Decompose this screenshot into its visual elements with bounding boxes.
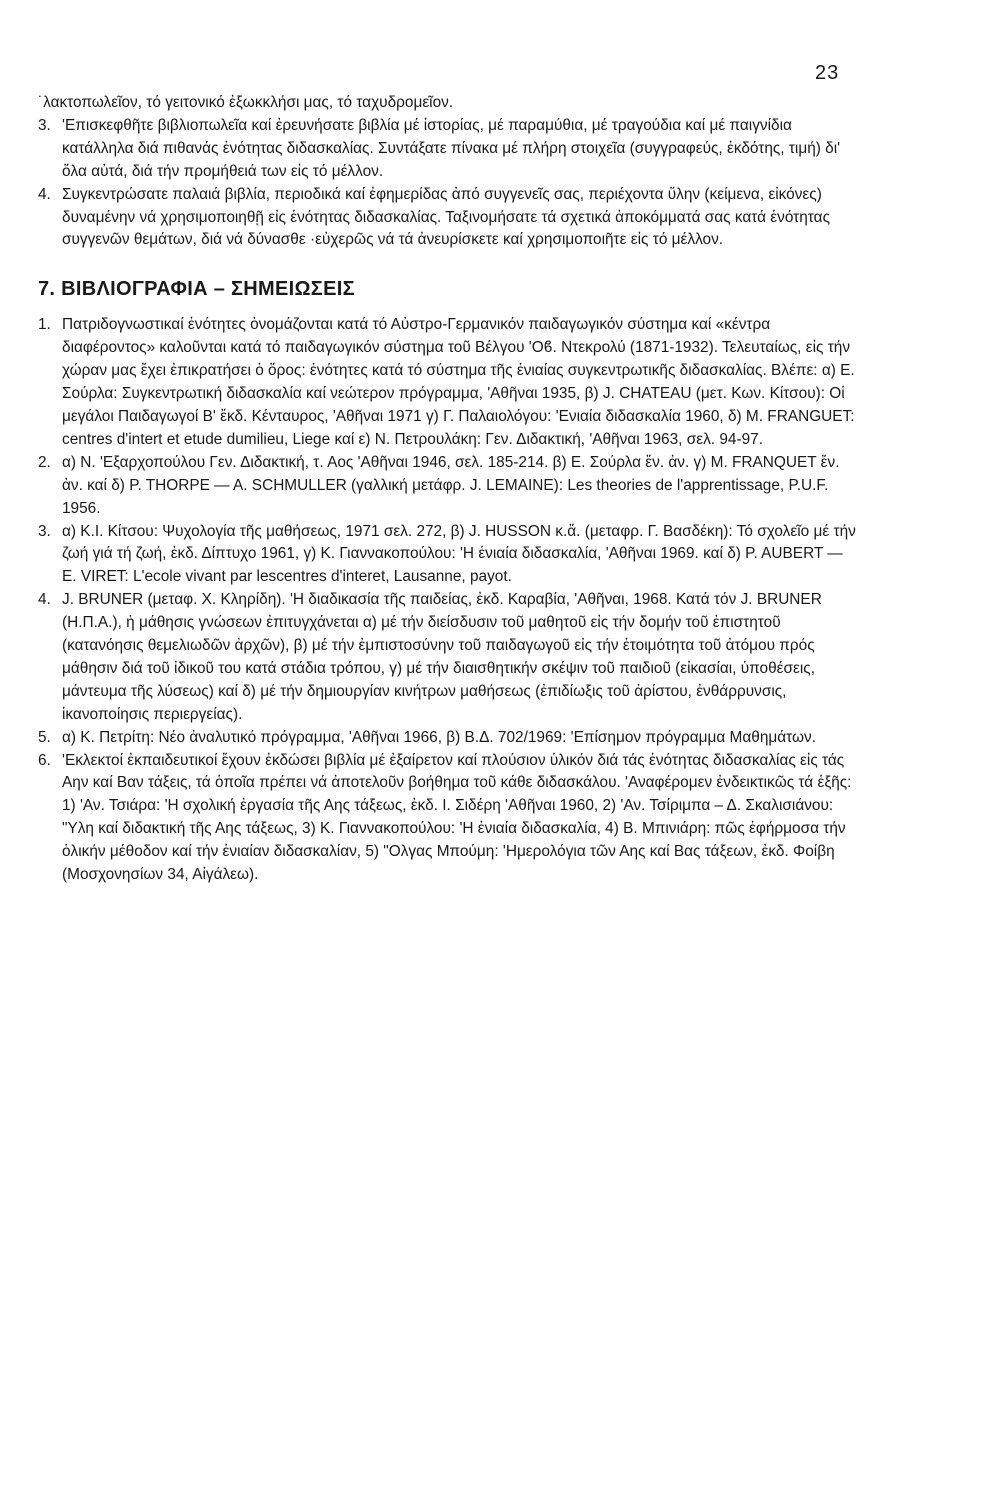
note-text: α) Κ.Ι. Κίτσου: Ψυχολογία τῆς μαθήσεως, 1971 σελ. 272, β) J. HUSSON κ.ἄ. (μεταφρ. Γ. Βασδέκη): Τό σχολεῖο μέ τήν ζωή γιά τή ζωή, ἐκδ. Δίπτυχο 1961, γ) Κ. Γιαννακοπούλου: 'Η ἑνιαία διδασκαλία, 'Αθῆναι 1969. καί δ) P. AUBERT — E. VIRET: L'ecole vivant par lescentres d'interet, Lausanne, payot.	[62, 522, 856, 586]
exercise-text: 'Επισκεφθῆτε βιβλιοπωλεῖα καί ἐρευνήσατε βιβλία μέ ἱστορίας, μέ παραμύθια, μέ τραγούδια καί μέ παιγνίδια κατάλληλα διά πιθανάς ἑνότητας διδασκαλίας. Συντάξατε πίνακα μέ πλήρη στοιχεῖα (συγγραφεύς, ἐκδότης, τιμή) δι' ὅλα αὐτά, διά τήν προμήθειά των εἰς τό μέλλον.	[62, 116, 841, 180]
note-text: Πατριδογνωστικαί ἑνότητες ὀνομάζονται κατά τό Αὐστρο-Γερμανικόν παιδαγωγικόν σύστημα καί «κέντρα διαφέροντος» καλοῦνται κατά τό παιδαγωγικόν σύστημα τοῦ Βέλγου 'Οϐ. Ντεκρολύ (1871-1932). Τελευταίως, εἰς τήν χώραν μας ἔχει ἐπικρατήσει ὁ ὅρος: ἑνότητες κατά τό σύστημα τῆς ἑνιαίας συγκεντρωτικῆς διδασκαλίας. Βλέπε: α) Ε. Σούρλα: Συγκεντρωτική διδασκαλία καί νεώτερον πρόγραμμα, 'Αθῆναι 1935, β) J. CHATEAU (μετ. Κων. Κίτσου): Οἱ μεγάλοι Παιδαγωγοί Β' ἔκδ. Κένταυρος, 'Αθῆναι 1971 γ) Γ. Παλαιολόγου: 'Ενιαία διδασκαλία 1960, δ) M. FRANGUET: centres d'intert et etude dumilieu, Liege καί ε) Ν. Πετρουλάκη: Γεν. Διδακτική, 'Αθῆναι 1963, σελ. 94-97.	[62, 316, 855, 448]
page-number: 23	[815, 62, 840, 84]
note-text: J. BRUNER (μεταφ. Χ. Κληρίδη). 'Η διαδικασία τῆς παιδείας, ἐκδ. Καραβία, 'Αθῆναι, 1968. Κατά τόν J. BRUNER (Η.Π.Α.), ἡ μάθησις γνώσεων ἐπιτυγχάνεται α) μέ τήν διείσδυσιν τοῦ μαθητοῦ εἰς τήν δομήν τοῦ ἐπιστητοῦ (κατανόησις θεμελιωδῶν ἀρχῶν), β) μέ τήν ἐμπιστοσύνην τοῦ παιδαγωγοῦ εἰς τήν ἑτοιμότητα τοῦ ἀτόμου πρός μάθησιν διά τοῦ ἰδικοῦ του κατά στάδια τρόπου, γ) μέ τήν διαισθητικήν σκέψιν τοῦ παιδιοῦ (εἰκασίαι, ὑποθέσεις, μάντευμα τῆς λύσεως) καί δ) μέ τήν δημιουργίαν κινήτρων μαθήσεως (ἐπιδίωξις τοῦ ἀρίστου, ἐνθάρρυνσις, ἱκανοποίησις περιεργείας).	[62, 591, 822, 723]
exercise-item-3	[38, 115, 858, 184]
note-item-3	[38, 521, 858, 590]
note-number: 5.	[38, 728, 51, 746]
note-item-1	[38, 314, 858, 451]
note-text: 'Εκλεκτοί ἐκπαιδευτικοί ἔχουν ἐκδώσει βιβλία μέ ἐξαίρετον καί πλούσιον ὑλικόν διά τάς ἑνότητας διδασκαλίας εἰς τάς Αην καί Βαν τάξεις, τά ὁποῖα πρέπει νά ἀποτελοῦν βοήθημα τοῦ κάθε διδασκάλου. 'Αναφέρομεν ἐνδεικτικῶς τά ἑξῆς: 1) 'Αν. Τσιάρα: 'Η σχολική ἐργασία τῆς Αης τάξεως, ἐκδ. Ι. Σιδέρη 'Αθῆναι 1960, 2) 'Αν. Τσίριμπα – Δ. Σκαλισιάνου: "Υλη καί διδακτική τῆς Αης τάξεως, 3) Κ. Γιαννακοπούλου: 'Η ἑνιαία διδασκαλία, 4) Β. Μπινιάρη: πῶς ἐφήρμοσα τήν ὁλικήν μέθοδον καί τήν ἑνιαίαν διδασκαλίαν, 5) "Ολγας Μπούμη: 'Ημερολόγια τῶν Αης καί Βας τάξεων, ἐκδ. Φοίβη (Μοσχονησίων 34, Αἰγάλεω).	[62, 751, 852, 884]
exercise-number: 4.	[38, 185, 51, 203]
note-item-6	[38, 750, 858, 887]
exercise-number: 3.	[38, 116, 51, 134]
note-item-4	[38, 589, 858, 726]
intro-line: ˙λακτοπωλεῖον, τό γειτονικό ἐξωκκλήσι μας, τό ταχυδρομεῖον.	[38, 94, 454, 111]
note-item-5	[38, 727, 858, 750]
notes-list	[38, 314, 858, 887]
page-content	[38, 92, 858, 887]
exercise-list	[38, 115, 858, 252]
note-text: α) Κ. Πετρίτη: Νέο ἀναλυτικό πρόγραμμα, 'Αθῆναι 1966, β) Β.Δ. 702/1969: 'Επίσημον πρόγραμμα Μαθημάτων.	[62, 728, 817, 746]
note-item-2	[38, 452, 858, 521]
section-title: 7. ΒΙΒΛΙΟΓΡΑΦΙΑ – ΣΗΜΕΙΩΣΕΙΣ	[38, 278, 355, 301]
note-number: 3.	[38, 522, 51, 540]
note-number: 4.	[38, 591, 51, 609]
exercise-text: Συγκεντρώσατε παλαιά βιβλία, περιοδικά καί ἐφημερίδας ἀπό συγγενεῖς σας, περιέχοντα ὕλην (κείμενα, εἰκόνες) δυναμένην νά χρησιμοποιηθῇ εἰς ἑνότητας διδασκαλίας. Ταξινομήσατε τά σχετικά ἀποκόμματά σας κατά ἑνότητας συγγενῶν θεμάτων, διά νά δύνασθε ·εὐχερῶς νά τά ἀνευρίσκετε καί χρησιμοποιῆτε εἰς τό μέλλον.	[62, 185, 830, 249]
note-number: 6.	[38, 751, 51, 769]
note-number: 2.	[38, 453, 51, 471]
note-text: α) Ν. 'Εξαρχοπούλου Γεν. Διδακτική, τ. Αος 'Αθῆναι 1946, σελ. 185-214. β) Ε. Σούρλα ἔν. ἀν. γ) M. FRANQUET ἔν. ἀν. καί δ) P. THORPE — A. SCHMULLER (γαλλική μετάφρ. J. LEMAINE): Les theories de l'apprentissage, P.U.F. 1956.	[62, 453, 840, 517]
note-number: 1.	[38, 316, 51, 334]
exercise-item-4	[38, 184, 858, 253]
